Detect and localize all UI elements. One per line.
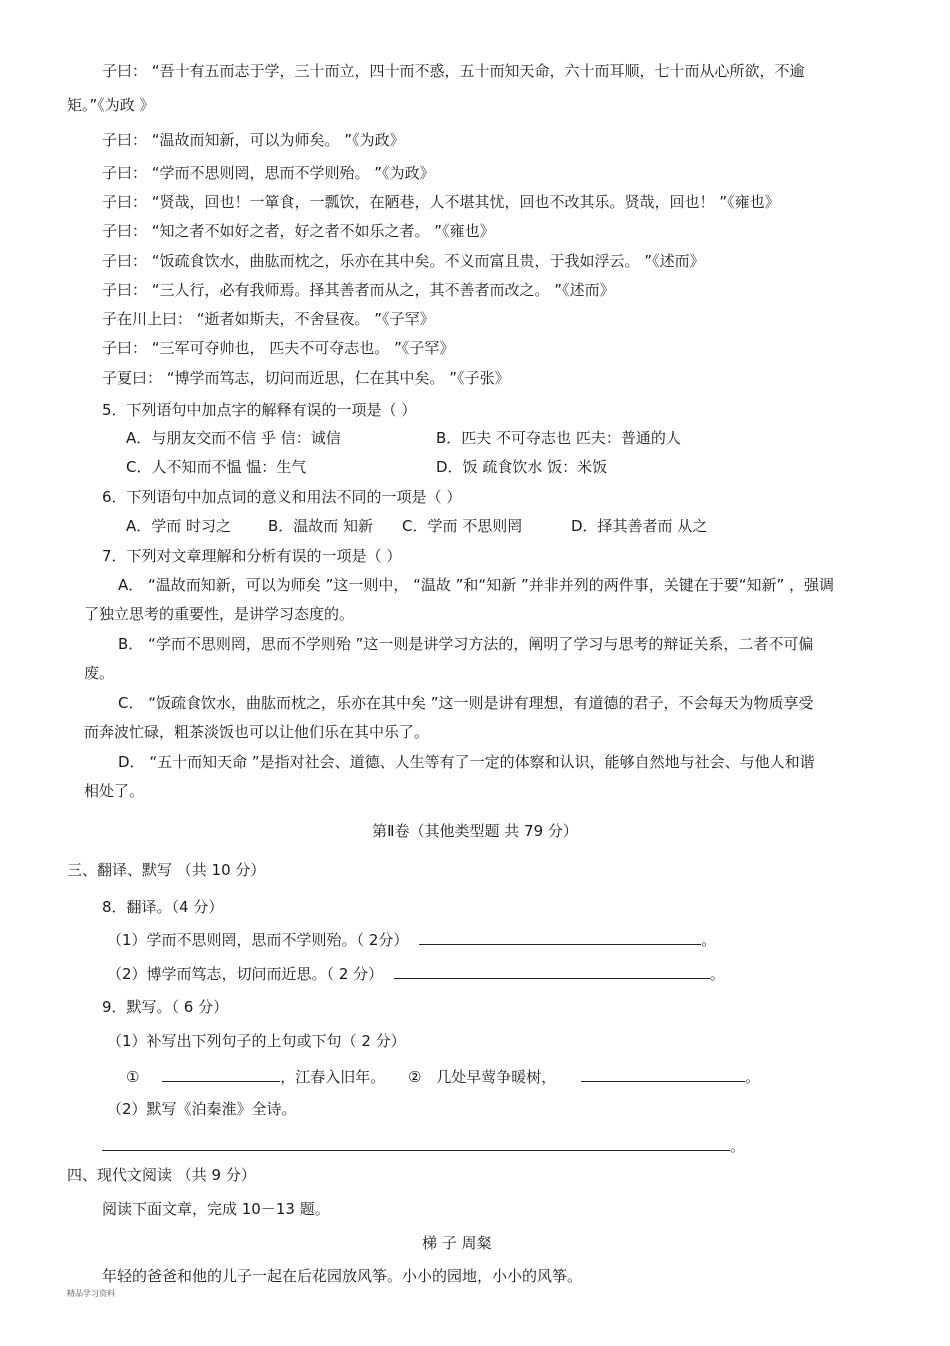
circle-number: ①	[126, 1068, 140, 1086]
page-footer: 精品学习资料	[67, 1289, 115, 1298]
question-8: 8．翻译。（4 分）	[102, 898, 224, 916]
article-paragraph: 年轻的爸爸和他的儿子一起在后花园放风筝。小小的园地，小小的风筝。	[102, 1267, 583, 1285]
quote-line: 矩。”《为政 》	[67, 96, 155, 114]
quote-line: 子在川上曰： “逝者如斯夫，不舍昼夜。 ”《子罕》	[102, 310, 435, 328]
reading-intro: 阅读下面文章，完成 10－13 题。	[102, 1200, 330, 1218]
option-c: C．学而 不思则罔	[402, 517, 523, 535]
quote-line: 子曰： “学而不思则罔，思而不学则殆。 ”《为政》	[102, 164, 435, 182]
option-b: B． “学而不思则罔，思而不学则殆 ”这一则是讲学习方法的，阐明了学习与思考的辩证关系，二者不可偏	[118, 635, 814, 653]
option-b-cont: 废。	[84, 664, 115, 682]
option-d-cont: 相处了。	[84, 782, 145, 800]
quote-line: 子曰： “饭疏食饮水，曲肱而枕之，乐亦在其中矣。不义而富且贵，于我如浮云。 ”《述而》	[102, 252, 705, 270]
option-a: A． “温故而知新，可以为师矣 ”这一则中， “温故 ”和“知新 ”并非并列的两件事，关键在于要“知新” ，强调	[118, 576, 835, 594]
fill-line: ① ，江春入旧年。 ② 几处早莺争暖树， 。	[126, 1068, 761, 1086]
question-stem: 5．下列语句中加点字的解释有误的一项是（ ）	[102, 401, 417, 419]
question-stem: 7．下列对文章理解和分析有误的一项是（ ）	[102, 547, 402, 565]
article-title: 梯 子 周粲	[422, 1234, 492, 1252]
answer-blank[interactable]	[102, 1138, 730, 1151]
dictation-item-2: （2）默写《泊秦淮》全诗。	[107, 1100, 297, 1118]
translate-prompt: （1）学而不思则罔，思而不学则殆。（ 2分）	[107, 931, 409, 949]
option-c: C．人不知而不愠 愠：生气	[126, 458, 307, 476]
translate-prompt: （2）博学而笃志，切问而近思。（ 2 分）	[107, 965, 384, 983]
quote-line: 子曰： “三人行，必有我师焉。择其善者而从之，其不善者而改之。 ”《述而》	[102, 281, 615, 299]
option-b: B．温故而 知新	[268, 517, 374, 535]
answer-blank[interactable]	[162, 1069, 280, 1082]
quote-line: 子曰： “吾十有五而志于学，三十而立，四十而不惑，五十而知天命，六十而耳顺，七十而从心所欲，不逾	[102, 62, 805, 80]
option-a: A．与朋友交而不信 乎 信：诚信	[126, 429, 341, 447]
dictation-item-1: （1）补写出下列句子的上句或下句（ 2 分）	[107, 1032, 406, 1050]
option-c-cont: 而奔波忙碌，粗茶淡饭也可以让他们乐在其中乐了。	[84, 723, 430, 741]
quote-line: 子曰： “知之者不如好之者，好之者不如乐之者。 ”《雍也》	[102, 222, 495, 240]
question-9: 9．默写。（ 6 分）	[102, 998, 229, 1016]
translate-item-1: （1）学而不思则罔，思而不学则殆。（ 2分） 。	[107, 931, 717, 949]
option-a: A．学而 时习之	[126, 517, 232, 535]
answer-blank[interactable]	[419, 932, 701, 945]
answer-blank[interactable]	[581, 1069, 745, 1082]
question-stem: 6．下列语句中加点词的意义和用法不同的一项是（ ）	[102, 488, 462, 506]
section-title: 三、翻译、默写 （共 10 分）	[67, 861, 266, 879]
quote-line: 子夏曰： “博学而笃志，切问而近思，仁在其中矣。 ”《子张》	[102, 369, 510, 387]
part2-title: 第Ⅱ卷（其他类型题 共 79 分）	[372, 822, 578, 840]
quote-line: 子曰： “贤哉，回也！一箪食，一瓢饮，在陋巷，人不堪其忧，回也不改其乐。贤哉，回也！ ”《雍也》	[102, 193, 780, 211]
option-b: B．匹夫 不可夺志也 匹夫：普通的人	[436, 429, 681, 447]
section-title: 四、现代文阅读 （共 9 分）	[67, 1166, 256, 1184]
option-d: D．饭 疏食饮水 饭：米饭	[436, 458, 608, 476]
answer-blank[interactable]	[394, 966, 710, 979]
quote-line: 子曰： “温故而知新，可以为师矣。 ”《为政》	[102, 131, 405, 149]
quote-line: 子曰： “三军可夺帅也， 匹夫不可夺志也。 ”《子罕》	[102, 339, 455, 357]
circle-number: ②	[408, 1068, 422, 1086]
option-a-cont: 了独立思考的重要性，是讲学习态度的。	[84, 605, 355, 623]
option-d: D． “五十而知天命 ”是指对社会、道德、人生等有了一定的体察和认识，能够自然地与社会、与他人和谐	[118, 753, 815, 771]
option-d: D．择其善者而 从之	[571, 517, 708, 535]
translate-item-2: （2）博学而笃志，切问而近思。（ 2 分） 。	[107, 965, 725, 983]
poem-answer-line: 。	[102, 1138, 745, 1154]
option-c: C． “饭疏食饮水，曲肱而枕之，乐亦在其中矣 ”这一则是讲有理想，有道德的君子，不会每天为物质享受	[118, 694, 814, 712]
